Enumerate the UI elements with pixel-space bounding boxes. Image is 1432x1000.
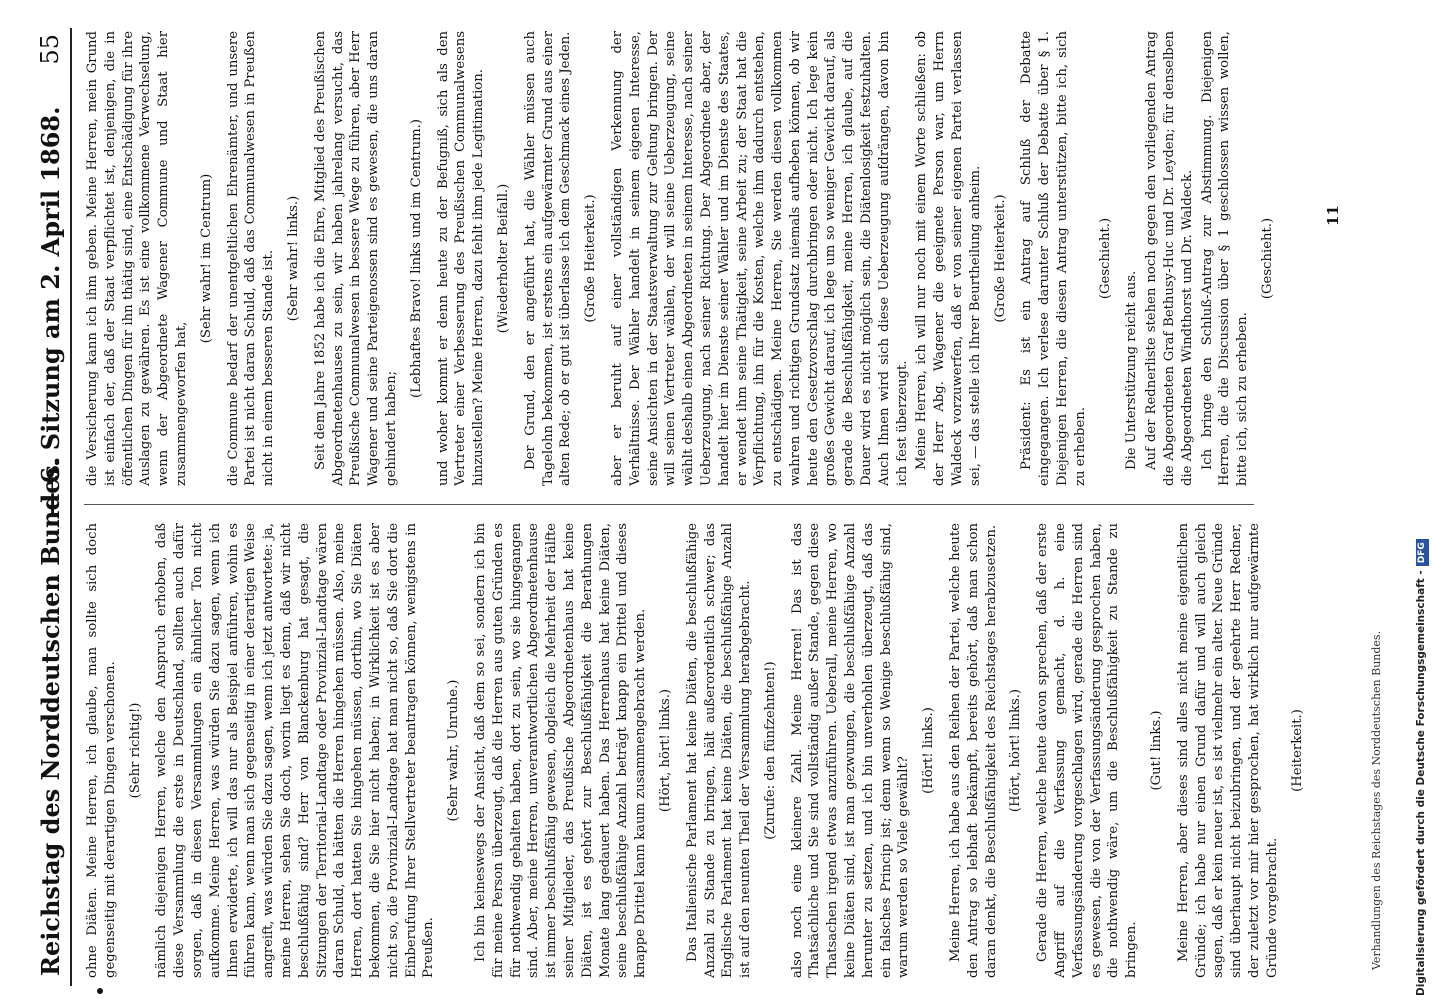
interjection: (Geschieht.) [1260, 217, 1276, 300]
page-number: 55 [36, 34, 64, 65]
interjection: (Hört! links.) [921, 707, 937, 794]
digitization-note [1413, 8, 1429, 996]
paragraph: die Versicherung kann ich ihm geben. Meine Herren, mein Grund ist einfach der, daß der Staat verpflichtet ist, denjenigen, die in öffentlichen Dingen für ihn thätig sind, eine Entschädigung für ihre Auslagen zu gewähren. Es ist eine vollkommene Verwechselung, wenn der Abgeordnete Wagener Commune und Staat hier zusammengeworfen hat, [85, 31, 189, 486]
paragraph: Seit dem Jahre 1852 habe ich die Ehre, Mitglied des Preußischen Abgeordnetenhauses zu sein, wir haben jahrelang versucht, das Preußische Communalwesen in bessere Wege zu führen, aber Herr Wagener und seine Parteigenossen sind es gewesen, die uns daran gehindert haben; [312, 31, 399, 486]
right-column [84, 31, 1384, 486]
paragraph: Ich bringe den Schluß-Antrag zur Abstimmung. Diejenigen Herren, die die Discussion über § 1 geschlossen wissen wollen, bitte ich, sich zu erheben. [1199, 31, 1251, 486]
interjection: (Zurufe: den fünfzehnten!) [762, 661, 778, 840]
paragraph: Die Unterstützung reicht aus. [1124, 270, 1140, 470]
interjection: (Hört, hört! links.) [657, 688, 673, 813]
paragraph: Ich bin keineswegs der Ansicht, daß dem so sei, sondern ich bin für meine Person überzeugt, daß die Herren aus guten Gründen es für nothwendig gehalten haben, dort zu sein, wo sie hingegangen sind. Aber, meine Herren, unverantwortlichen Abgeordnetenhause ist immer beschlußfähig gewesen, obgleich die Mehrheit der Hälfte seiner Mitglieder, das Preußische Abgeordnetenhaus hat keine Diäten, ist es gehört zur Beschlußfähigkeit die Berathungen Monate lang gedauert haben. Das Herrenhaus hat keine Diäten, seine beschlußfähige Anzahl beträgt knapp ein Drittel und dieses knappe Drittel kann kaum zusammengebracht werden. [472, 523, 649, 978]
interjection: (Lebhaftes Bravo! links und im Centrum.) [408, 119, 424, 398]
paragraph: aber er beruht auf einer vollständigen Verkennung der Verhältnisse. Der Wähler handelt in seinem eigenen Interesse, seine Ansichten in der Staatsverwaltung zur Geltung bringen. Der will seinen Vertreter wählen, der will seine Ueberzeugung, seine wählt deshalb einen Abgeordneten in seinem Interesse, nach seiner Ueberzeugung, nach seiner Richtung. Der Abgeordnete aber, der handelt hier im Dienste seiner Wähler und im Dienste des Staates, er wendet ihm seine Thätigkeit, seine Arbeit zu; der Staat hat die Verpflichtung, ihn für die Kosten, welche ihm dadurch entstehen, zu entschädigen. Meine Herren, Sie werden diesen vollkommen wahren und richtigen Grundsatz niemals aufheben können, ob wir heute den Gesetzvorschlag durchbringen oder nicht. Ich lege kein großes Gewicht darauf, ich lege um so weniger Gewicht darauf, als gerade die Beschlußfähigkeit, meine Herren, ich glaube, auf die Dauer wird es nicht möglich sein, die Diätenlosigkeit festzuhalten. Auch Ihnen wird sich diese Ueberzeugung aufdrängen, davon bin ich fest überzeugt. [609, 31, 910, 486]
paragraph: Meine Herren, ich will nur noch mit einem Worte schließen: ob der Herr Abg. Wagener die geeignete Person war, um Herrn Waldeck vorzuwerfen, daß er von seiner eigenen Partei verlassen sei, — das stelle ich Ihrer Beurtheilung anheim. [914, 31, 983, 486]
signature-mark: 11 [1324, 205, 1342, 226]
interjection: (Sehr wahr, Unruhe.) [446, 679, 462, 822]
interjection: (Heiterkeit.) [1289, 709, 1305, 792]
interjection: (Wiederholter Beifall.) [495, 183, 511, 334]
paragraph: Der Grund, den er angeführt hat, die Wähler müssen auch Tagelohn bekommen, ist erstens ein aufgewärmter Grund aus einer alten Rede; ob er gut ist überlasse ich dem Geschmack eines Jeden. [522, 31, 574, 486]
paragraph: ohne Diäten. Meine Herren, ich glaube, man sollte sich doch gegenseitig mit derartigen Dingen verschonen. [85, 523, 118, 978]
margin-dot [97, 988, 103, 994]
interjection: (Geschieht.) [1097, 217, 1113, 300]
interjection: (Sehr wahr! im Centrum) [198, 173, 214, 344]
interjection: (Hört, hört! links.) [1008, 688, 1024, 813]
paragraph: nämlich diejenigen Herren, welche den Anspruch erhoben, daß diese Versammlung die erste in Deutschland, sollten auch dafür sorgen, daß in diesen Versammlungen ein ähnlicher Ton nicht aufkomme. Meine Herren, was würden Sie dazu sagen, wenn ich Ihnen erwiderte, ich will das nur als Beispiel anführen, wohin es führen kann, wenn man sich gegenseitig in einer derartigen Weise angreift, was würden Sie dazu sagen, wenn ich jetzt antwortete: ja, meine Herren, sehen Sie doch, worin liegt es denn, daß wir nicht beschlußfähig sind? Herr von Blanckenburg hat gesagt, die Sitzungen der Territorial-Landtage oder Provinzial-Landtage wären daran Schuld, da hätten die Herren hingehen müssen. Also, meine Herren, dort hatten Sie hingehen müssen, dorthin, wo Sie Diäten bekommen, die Sie hier nicht haben; in Wirklichkeit ist es aber nicht so, die Provinzial-Landtage hat man nicht so, daß Sie dort die Einberufung Ihrer Stellvertreter beantragen können, wenigstens in Preußen. [154, 523, 437, 978]
paragraph: Meine Herren, ich habe aus den Reihen der Partei, welche heute den Antrag so lebhaft bekämpft, bereits gehört, daß man schon daran denkt, die Beschlußfähigkeit des Reichstages herabzusetzen. [948, 523, 999, 978]
paragraph: Das Italienische Parlament hat keine Diäten, die beschlußfähige Anzahl zu Stande zu bringen, hält außerordentlich schwer; das Englische Parlament hat keine Diäten, die beschlußfähige Anzahl ist auf den neunten Theil der Versammlung herabgebracht. [684, 523, 754, 978]
paragraph: Präsident: Es ist ein Antrag auf Schluß der Debatte eingegangen. Ich verlese darunter Schluß der Debatte über § 1. Diejenigen Herren, die diesen Antrag unterstützen, bitte ich, sich zu erheben. [1019, 31, 1088, 486]
paragraph: Meine Herren, aber dieses sind alles nicht meine eigentlichen Gründe; ich habe nur einen Grund dafür und will auch gleich sagen, daß er kein neuer ist, es ist vielmehr ein alter. Neue Gründe sind überhaupt nicht beizubringen, und der geehrte Herr Redner, der zuletzt vor mir hier gesprochen, hat wirklich nur aufgewärmte Gründe vorgebracht. [1175, 523, 1280, 978]
paragraph: Auf der Rednerliste stehen noch gegen den vorliegenden Antrag die Abgeordneten Graf Bethusy-Huc und Dr. Leyden; für denselben die Abgeordneten Windthorst und Dr. Waldeck. [1144, 31, 1195, 486]
paragraph: also noch eine kleinere Zahl. Meine Herren! Das ist das Thatsächliche und Sie sind vollständig außer Stande, gegen diese Thatsachen irgend etwas anzuführen. Ueberall, meine Herren, wo keine Diäten sind, ist man gezwungen, die beschlußfähige Anzahl herunter zu setzen, und ich bin unverhohlen überzeugt, daß das ein falsches Princip ist; denn wenn so Wenige beschlußfähig sind, warum werden so Viele gewählt? [789, 523, 912, 978]
paragraph: die Commune bedarf der unentgeltlichen Ehrenämter, und unsere Partei ist nicht daran Schuld, daß das Communalwesen in Preußen nicht in einem besseren Stande ist. [225, 31, 277, 486]
paragraph: und woher kommt er denn heute zu der Befugniß, sich als den Vertreter einer Verbesserung des Preußischen Communalwesens hinzustellen? Meine Herren, dazu fehlt ihm jede Legitimation. [435, 31, 487, 486]
left-column [84, 523, 1384, 978]
header-session: — 6. Sitzung am 2. April 1868. [36, 106, 65, 516]
dfg-logo: DFG [1416, 539, 1429, 566]
interjection: (Große Heiterkeit.) [992, 194, 1008, 323]
interjection: (Gut! links.) [1149, 710, 1165, 791]
interjection: (Sehr wahr! links.) [285, 195, 301, 322]
digitization-text: Digitalisierung gefördert durch die Deutsche Forschungsgemeinschaft - [1415, 570, 1427, 996]
paragraph: Gerade die Herren, welche heute davon sprechen, daß der erste Angriff auf die Verfassung gemacht, d. h. eine Verfassungsänderung vorgeschlagen wird, gerade die Herren sind es gewesen, die von der Verfassungsänderung gesprochen haben, die nothwendig wäre, um die Beschlußfähigkeit zu Stande zu bringen. [1035, 523, 1140, 978]
page-header [30, 28, 72, 986]
column-divider [84, 504, 1254, 505]
header-title: Reichstag des Norddeutschen Bundes. [36, 456, 65, 976]
page-footer: Verhandlungen des Reichstages des Norddeutschen Bundes. [1370, 630, 1383, 970]
interjection: (Große Heiterkeit.) [583, 194, 599, 323]
interjection: (Sehr richtig!) [127, 702, 143, 799]
